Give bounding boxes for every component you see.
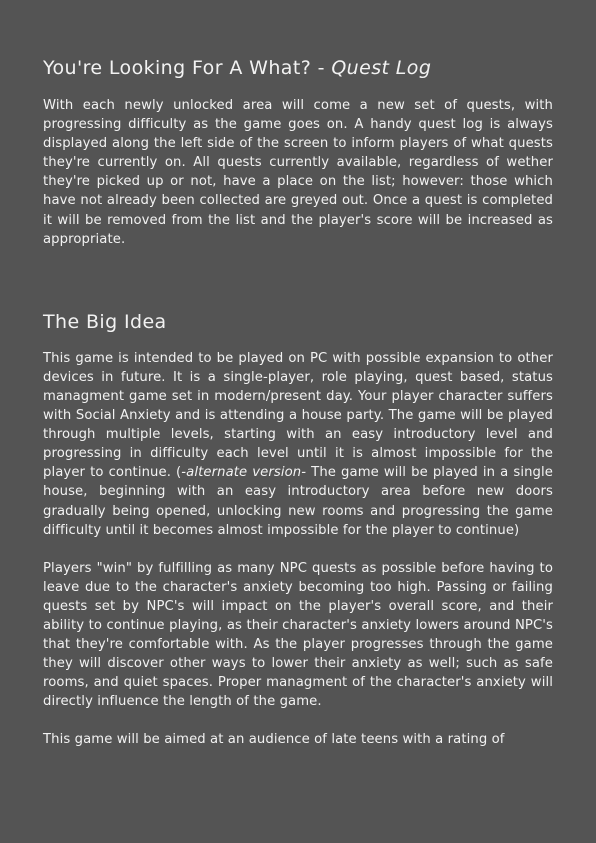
big-idea-paragraph-3: This game will be aimed at an audience of late teens with a rating of [43,732,505,748]
quest-log-paragraph: With each newly unlocked area will come a new set of quests, with progressing difficulty as the game goes on. A handy quest log is always displayed along the left side of the screen to inform players of what quests they're currently on. All quests currently available, regardless of wether they're picked up or not, have a place on the list; however: those which have not already been collected are greyed out. Once a quest is completed it will be removed from the list and the player's score will be increased as appropriate. [43,98,553,247]
big-idea-paragraph-1-part-b: The game will be played in a single house, beginning with an easy introductory area before new doors gradually being opened, unlocking new rooms and progressing the game difficulty until it becomes almost impossible for the player to continue) [43,465,553,538]
quest-log-section [43,55,553,249]
quest-log-heading-italic: Quest Log [331,57,432,79]
quest-log-heading [43,55,553,81]
big-idea-heading: The Big Idea [43,310,167,333]
quest-log-heading-main: You're Looking For A What? - [43,57,332,79]
big-idea-section [43,309,553,750]
big-idea-paragraph-2: Players "win" by fulfilling as many NPC quests as possible before having to leave due to the character's anxiety becoming too high. Passing or failing quests set by NPC's will impact on the player's overall score, and their ability to continue playing, as their character's anxiety lowers around NPC's that they're comfortable with. As the player progresses through the game they will discover other ways to lower their anxiety as well; such as safe rooms, and quiet spaces. Proper managment of the character's anxiety will directly influence the length of the game. [43,560,553,710]
big-idea-paragraph-1-part-a: This game is intended to be played on PC with possible expansion to other devices in future. It is a single-player, role playing, quest based, status managment game set in modern/present day. Your player character suffers with Social Anxiety and is attending a house party. The game will be played through multiple levels, starting with an easy introductory level and progressing in difficulty each level until it is almost impossible for the player to continue. ( [43,350,553,481]
big-idea-paragraph-1 [43,349,553,540]
alternate-version-label: -alternate version- [181,465,307,481]
